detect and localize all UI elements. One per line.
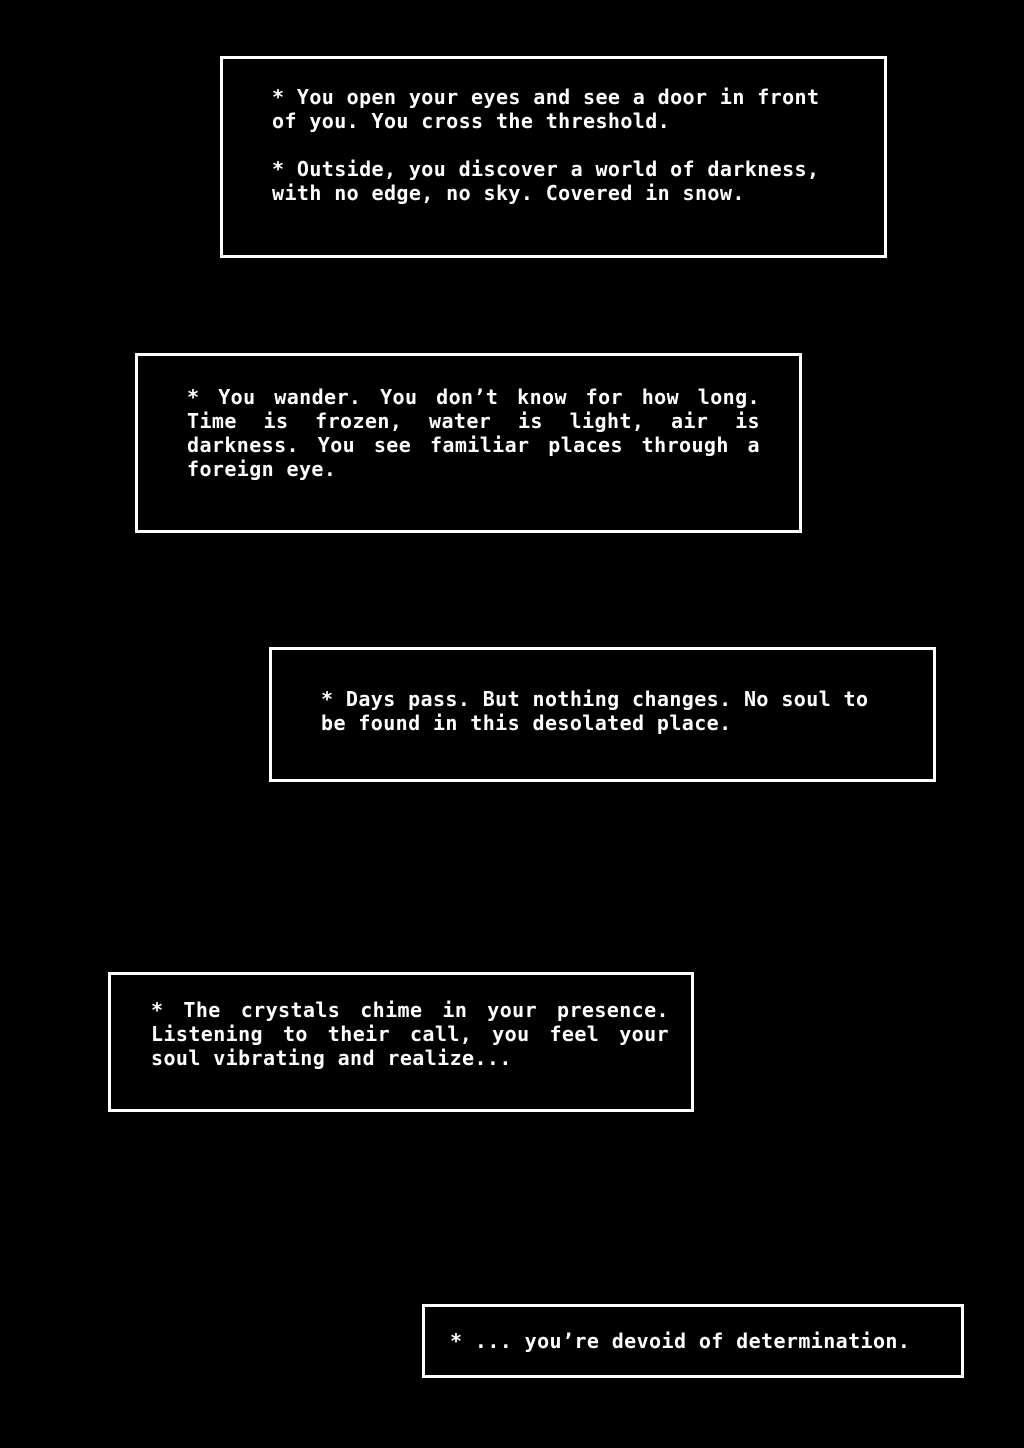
dialog-line: * Outside, you discover a world of darkness, <box>272 157 820 181</box>
dialog-box-2 <box>135 353 802 533</box>
dialog-line: of you. You cross the threshold. <box>272 109 671 133</box>
dialog-box-3 <box>269 647 936 782</box>
dialog-line: foreign eye. <box>187 457 337 481</box>
dialog-line: darkness. You see familiar places through a <box>187 433 760 457</box>
dialog-line: Listening to their call, you feel your <box>151 1022 669 1046</box>
dialog-line: * Days pass. But nothing changes. No soul to <box>321 687 869 711</box>
dialog-box-4 <box>108 972 694 1112</box>
dialog-box-5 <box>422 1304 964 1378</box>
dialog-line: * You wander. You don’t know for how long. <box>187 385 760 409</box>
dialog-line: soul vibrating and realize... <box>151 1046 512 1070</box>
dialog-line: * The crystals chime in your presence. <box>151 998 669 1022</box>
dialog-line: Time is frozen, water is light, air is <box>187 409 760 433</box>
dialog-line: with no edge, no sky. Covered in snow. <box>272 181 745 205</box>
dialog-line: be found in this desolated place. <box>321 711 732 735</box>
dialog-line: * ... you’re devoid of determination. <box>450 1329 911 1353</box>
dialog-box-1 <box>220 56 887 258</box>
dialog-line: * You open your eyes and see a door in front <box>272 85 820 109</box>
